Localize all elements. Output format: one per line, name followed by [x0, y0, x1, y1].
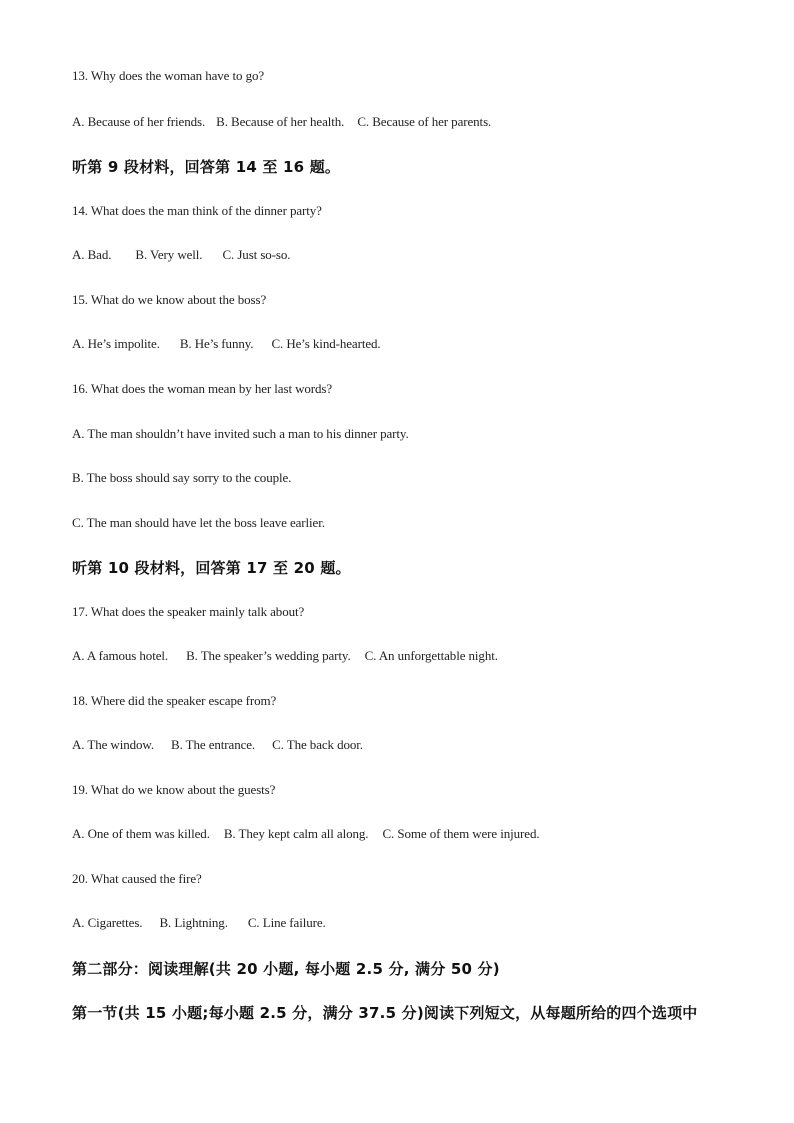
option-b: B. He’s funny. [179, 336, 254, 351]
question-18: 18. Where did the speaker escape from? [72, 693, 277, 708]
option-c: C. Because of her parents. [357, 114, 492, 129]
option-a: A. Bad. [72, 247, 112, 262]
option-16-c: C. The man should have let the boss leave earlier. [72, 515, 325, 530]
option-c: C. The back door. [272, 737, 363, 752]
options-20 [72, 915, 326, 931]
option-c: C. Just so-so. [222, 247, 291, 262]
options-17 [72, 648, 498, 664]
question-19: 19. What do we know about the guests? [72, 782, 276, 797]
option-b: B. They kept calm all along. [223, 826, 369, 841]
option-c: C. An unforgettable night. [364, 648, 498, 663]
option-a: A. He’s impolite. [72, 336, 160, 351]
section-heading-10: 听第 10 段材料，回答第 17 至 20 题。 [72, 559, 351, 577]
option-16-a: A. The man shouldn’t have invited such a man to his dinner party. [72, 426, 409, 441]
option-c: C. He’s kind-hearted. [271, 336, 381, 351]
section-one-heading: 第一节(共 15 小题;每小题 2.5 分，满分 37.5 分)阅读下列短文，从每题所给的四个选项中 [72, 1004, 698, 1022]
option-c: C. Line failure. [247, 915, 326, 930]
option-b: B. Very well. [135, 247, 203, 262]
option-16-b: B. The boss should say sorry to the couple. [72, 470, 292, 485]
option-a: A. The window. [72, 737, 155, 752]
option-b: B. Lightning. [159, 915, 228, 930]
options-13 [72, 114, 491, 130]
section-heading-9: 听第 9 段材料，回答第 14 至 16 题。 [72, 158, 341, 176]
options-19 [72, 826, 540, 842]
option-a: A. A famous hotel. [72, 648, 169, 663]
question-15: 15. What do we know about the boss? [72, 292, 267, 307]
option-a: A. One of them was killed. [72, 826, 210, 841]
option-b: B. The entrance. [171, 737, 256, 752]
option-b: B. The speaker’s wedding party. [186, 648, 351, 663]
question-14: 14. What does the man think of the dinner party? [72, 203, 322, 218]
option-a: A. Cigarettes. [72, 915, 143, 930]
option-b: B. Because of her health. [216, 114, 345, 129]
question-16: 16. What does the woman mean by her last words? [72, 381, 333, 396]
question-17: 17. What does the speaker mainly talk about? [72, 604, 305, 619]
options-15 [72, 336, 381, 352]
option-a: A. Because of her friends. [72, 114, 206, 129]
options-14 [72, 247, 290, 263]
question-13: 13. Why does the woman have to go? [72, 68, 265, 83]
option-c: C. Some of them were injured. [382, 826, 540, 841]
question-20: 20. What caused the fire? [72, 871, 202, 886]
options-18 [72, 737, 363, 753]
part-two-heading: 第二部分：阅读理解(共 20 小题, 每小题 2.5 分, 满分 50 分) [72, 960, 500, 978]
